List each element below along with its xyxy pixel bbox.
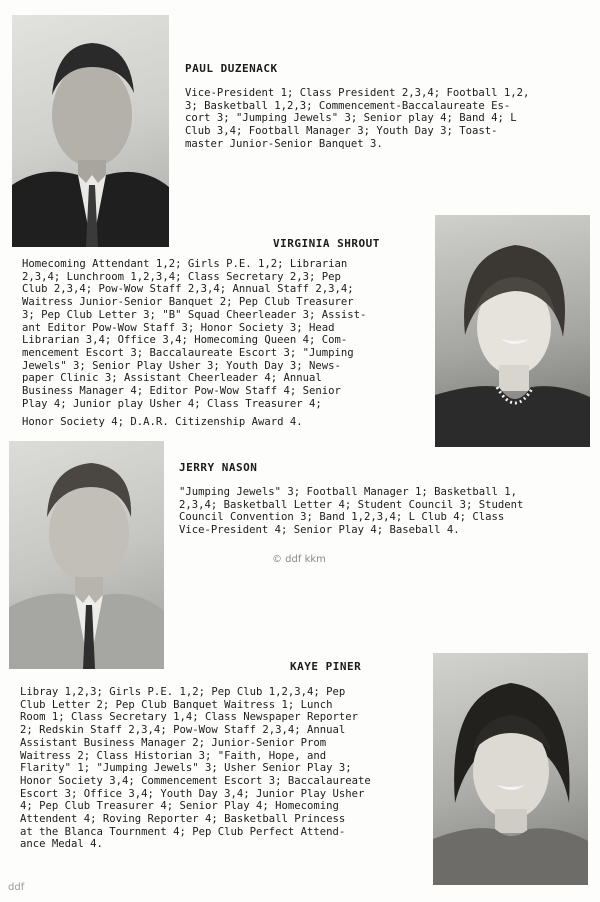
corner-watermark: ddf bbox=[8, 882, 25, 893]
activity-line: cort 3; "Jumping Jewels" 3; Senior play 4; Band 4; L bbox=[185, 112, 517, 125]
activity-line: Business Manager 4; Editor Pow-Wow Staff 4; Senior bbox=[22, 385, 341, 398]
activity-line: Play 4; Junior play Usher 4; Class Treasurer 4; bbox=[22, 397, 322, 410]
activity-line: master Junior-Senior Banquet 3. bbox=[185, 137, 383, 150]
activity-line: Room 1; Class Secretary 1,4; Class Newspaper Reporter bbox=[20, 711, 359, 724]
activity-line: 2,3,4; Basketball Letter 4; Student Council 3; Student bbox=[179, 498, 524, 511]
activity-line: Club 2,3,4; Pow-Wow Staff 2,3,4; Annual Staff 2,3,4; bbox=[22, 283, 354, 296]
activity-line: Assistant Business Manager 2; Junior-Senior Prom bbox=[20, 736, 327, 749]
activity-line: 4; Pep Club Treasurer 4; Senior Play 4; Homecoming bbox=[20, 800, 339, 813]
activity-line: Honor Society 3,4; Commencement Escort 3; Baccalaureate bbox=[20, 774, 371, 787]
student-name: PAUL DUZENACK bbox=[185, 62, 278, 75]
student-activities bbox=[179, 486, 523, 537]
student-activities bbox=[22, 258, 366, 429]
activity-line: ant Editor Pow-Wow Staff 3; Honor Society 3; Head bbox=[22, 321, 335, 334]
activity-line: Flarity" 1; "Jumping Jewels" 3; Usher Senior Play 3; bbox=[20, 762, 352, 775]
activity-line: Attendent 4; Roving Reporter 4; Basketball Princess bbox=[20, 813, 346, 826]
activity-line: "Jumping Jewels" 3; Football Manager 1; Basketball 1, bbox=[179, 486, 518, 498]
activity-line: Council Convention 3; Band 1,2,3,4; L Club 4; Class bbox=[179, 511, 505, 524]
portrait-photo-virginia-shrout bbox=[435, 215, 590, 447]
student-name: KAYE PINER bbox=[290, 660, 362, 673]
student-activities bbox=[185, 87, 529, 151]
activity-line: Waitress Junior-Senior Banquet 2; Pep Club Treasurer bbox=[22, 296, 354, 309]
activity-line: Librarian 3,4; Office 3,4; Homecoming Queen 4; Com- bbox=[22, 334, 348, 347]
activity-line: 2; Redskin Staff 2,3,4; Pow-Wow Staff 2,3,4; Annual bbox=[20, 724, 346, 737]
activity-line: Vice-President 1; Class President 2,3,4; Football 1,2, bbox=[185, 87, 530, 99]
portrait-photo-jerry-nason bbox=[9, 441, 164, 669]
student-name: VIRGINIA SHROUT bbox=[273, 237, 380, 250]
activity-line: Homecoming Attendant 1,2; Girls P.E. 1,2; Librarian bbox=[22, 258, 348, 270]
student-name: JERRY NASON bbox=[179, 461, 258, 474]
activity-line: at the Blanca Tournment 4; Pep Club Perfect Attend- bbox=[20, 825, 346, 838]
activity-line: paper Clinic 3; Assistant Cheerleader 4; Annual bbox=[22, 372, 322, 385]
activity-line: 3; Basketball 1,2,3; Commencement-Baccalaureate Es- bbox=[185, 99, 511, 112]
activity-line: 3; Pep Club Letter 3; "B" Squad Cheerleader 3; Assist- bbox=[22, 308, 367, 321]
activity-line: Vice-President 4; Senior Play 4; Baseball 4. bbox=[179, 524, 460, 537]
activity-line: mencement Escort 3; Baccalaureate Escort 3; "Jumping bbox=[22, 346, 354, 359]
copyright-watermark: © ddf kkm bbox=[272, 554, 326, 565]
activity-line: Honor Society 4; D.A.R. Citizenship Award 4. bbox=[22, 416, 303, 429]
activity-line: Jewels" 3; Senior Play Usher 3; Youth Day 3; News- bbox=[22, 359, 341, 372]
activity-line: Escort 3; Office 3,4; Youth Day 3,4; Junior Play Usher bbox=[20, 787, 365, 800]
activity-line: Waitress 2; Class Historian 3; "Faith, Hope, and bbox=[20, 749, 327, 762]
activity-line: ance Medal 4. bbox=[20, 838, 103, 851]
activity-line: Libray 1,2,3; Girls P.E. 1,2; Pep Club 1,2,3,4; Pep bbox=[20, 686, 346, 698]
activity-line: 2,3,4; Lunchroom 1,2,3,4; Class Secretary 2,3; Pep bbox=[22, 270, 341, 283]
portrait-photo-paul-duzenack bbox=[12, 15, 169, 247]
activity-line: Club Letter 2; Pep Club Banquet Waitress 1; Lunch bbox=[20, 698, 333, 711]
activity-line: Club 3,4; Football Manager 3; Youth Day 3; Toast- bbox=[185, 125, 498, 138]
student-activities bbox=[20, 686, 371, 851]
portrait-photo-kaye-piner bbox=[433, 653, 588, 885]
